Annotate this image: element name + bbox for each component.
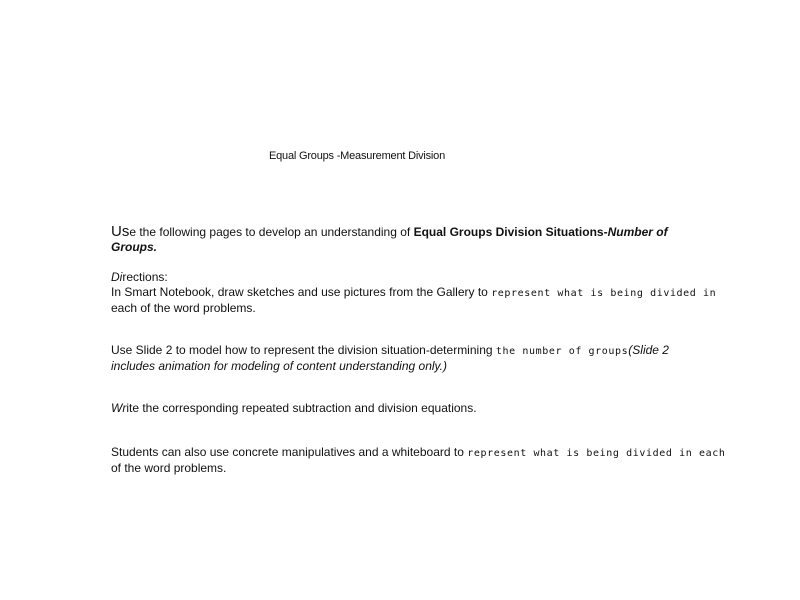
intro-bolditalic-2: Groups. bbox=[111, 240, 158, 254]
intro-lead: Us bbox=[111, 223, 130, 240]
slide2-italic-1: (Slide 2 bbox=[628, 343, 669, 357]
directions-line2: each of the word problems. bbox=[111, 301, 256, 315]
intro-bold: Equal Groups Division Situations- bbox=[413, 225, 608, 239]
slide2-paragraph bbox=[111, 343, 731, 374]
directions-paragraph bbox=[111, 270, 731, 316]
slide-title: Equal Groups -Measurement Division bbox=[269, 150, 445, 162]
students-text: Students can also use concrete manipulatives and a whiteboard to bbox=[111, 445, 468, 459]
directions-line1-text: In Smart Notebook, draw sketches and use pictures from the Gallery to bbox=[111, 285, 492, 299]
write-italic: Wr bbox=[111, 401, 127, 415]
directions-lead: Di bbox=[111, 270, 123, 284]
slide2-italic-2: includes animation for modeling of content understanding only.) bbox=[111, 359, 447, 373]
directions-heading: rections: bbox=[122, 270, 168, 284]
intro-text: e the following pages to develop an understanding of bbox=[129, 225, 414, 239]
intro-bolditalic-1: Number of bbox=[607, 225, 668, 239]
slide2-text: Use Slide 2 to model how to represent the division situation-determining bbox=[111, 343, 496, 357]
students-mono: represent what is being divided in each bbox=[467, 448, 726, 459]
write-text: ite the corresponding repeated subtraction and division equations. bbox=[126, 401, 477, 415]
slide2-mono: the number of groups bbox=[495, 346, 629, 357]
directions-line1-mono: represent what is being divided in bbox=[491, 288, 717, 299]
intro-paragraph bbox=[111, 224, 731, 255]
students-paragraph bbox=[111, 445, 731, 476]
students-line2: of the word problems. bbox=[111, 461, 227, 475]
write-paragraph bbox=[111, 401, 731, 416]
